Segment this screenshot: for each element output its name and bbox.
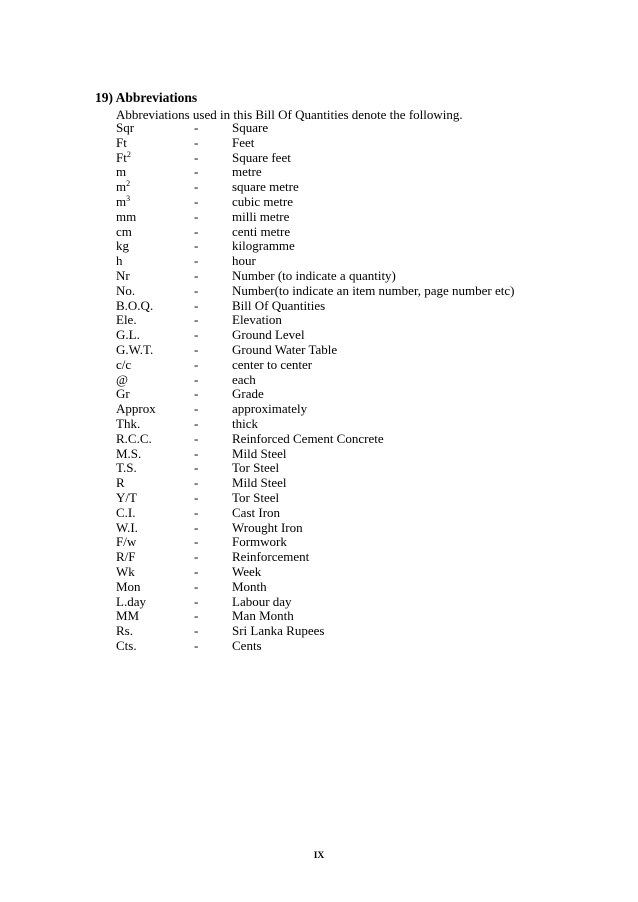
abbreviation-dash: -	[194, 593, 199, 609]
abbreviation-dash: -	[194, 637, 199, 653]
abbreviation-term	[116, 535, 136, 550]
section-heading: 19) Abbreviations	[95, 90, 198, 105]
abbreviation-meaning: Wrought Iron	[232, 519, 303, 535]
abbreviation-term-text: Approx	[116, 401, 156, 417]
abbreviation-term-text: @	[116, 371, 128, 387]
abbreviation-meaning: Cast Iron	[232, 504, 281, 520]
abbreviation-dash: -	[194, 386, 199, 402]
abbreviation-term-text: h	[116, 253, 123, 269]
abbreviation-meaning: Mild Steel	[232, 445, 287, 461]
list-item	[116, 210, 556, 225]
abbreviation-meaning: Feet	[232, 134, 255, 150]
abbreviation-term	[116, 358, 131, 373]
abbreviation-meaning: Reinforcement	[232, 549, 310, 565]
abbreviation-term	[116, 121, 134, 136]
abbreviation-term-text: T.S.	[116, 460, 137, 476]
abbreviation-dash: -	[194, 356, 199, 372]
abbreviation-dash: -	[194, 297, 199, 313]
abbreviation-term	[116, 506, 136, 521]
list-item	[116, 402, 556, 417]
abbreviation-meaning: hour	[232, 253, 256, 269]
list-item	[116, 284, 556, 299]
abbreviation-dash: -	[194, 179, 199, 195]
abbreviation-meaning: Tor Steel	[232, 489, 280, 505]
list-item	[116, 387, 556, 402]
abbreviation-superscript: 2	[126, 149, 131, 159]
abbreviation-term	[116, 343, 153, 358]
abbreviation-meaning: approximately	[232, 401, 308, 417]
abbreviation-meaning: Tor Steel	[232, 460, 280, 476]
abbreviation-term	[116, 195, 130, 210]
abbreviation-meaning: Labour day	[232, 593, 292, 609]
abbreviation-term	[116, 239, 129, 254]
abbreviation-meaning: Elevation	[232, 312, 282, 328]
abbreviation-meaning: Formwork	[232, 534, 287, 550]
list-item	[116, 535, 556, 550]
list-item	[116, 136, 556, 151]
abbreviation-dash: -	[194, 489, 199, 505]
abbreviation-term-text: mm	[116, 208, 137, 224]
abbreviation-dash: -	[194, 253, 199, 269]
abbreviation-term	[116, 136, 127, 151]
abbreviation-term-text: Ft	[116, 149, 127, 165]
abbreviation-dash: -	[194, 312, 199, 328]
abbreviation-meaning: Week	[232, 563, 262, 579]
list-item	[116, 521, 556, 536]
abbreviation-dash: -	[194, 164, 199, 180]
abbreviation-term-text: R	[116, 475, 125, 491]
abbreviation-term-text: Gr	[116, 386, 130, 402]
abbreviation-dash: -	[194, 519, 199, 535]
abbreviation-meaning: metre	[232, 164, 262, 180]
abbreviation-dash: -	[194, 223, 199, 239]
abbreviation-term-text: B.O.Q.	[116, 297, 154, 313]
abbreviation-term-text: cm	[116, 223, 132, 239]
abbreviation-dash: -	[194, 267, 199, 283]
abbreviation-dash: -	[194, 549, 199, 565]
abbreviation-term	[116, 491, 137, 506]
abbreviation-term-text: M.S.	[116, 445, 142, 461]
abbreviation-dash: -	[194, 282, 199, 298]
abbreviation-dash: -	[194, 578, 199, 594]
abbreviation-term-text: MM	[116, 608, 140, 624]
abbreviation-term-text: Sqr	[116, 120, 135, 135]
list-item	[116, 550, 556, 565]
abbreviation-term-text: F/w	[116, 534, 137, 550]
list-item	[116, 151, 556, 166]
abbreviation-term	[116, 580, 141, 595]
abbreviation-term-text: Y/T	[116, 489, 137, 505]
abbreviation-term-text: Nr	[116, 267, 130, 283]
abbreviation-term-text: L.day	[116, 593, 146, 609]
abbreviation-dash: -	[194, 475, 199, 491]
abbreviation-term-text: G.L.	[116, 327, 140, 343]
abbreviation-dash: -	[194, 534, 199, 550]
abbreviation-term-text: m	[116, 164, 127, 180]
list-item	[116, 358, 556, 373]
abbreviation-term-text: R/F	[116, 549, 136, 565]
abbreviation-dash: -	[194, 608, 199, 624]
list-item	[116, 447, 556, 462]
abbreviation-dash: -	[194, 134, 199, 150]
abbreviation-term	[116, 165, 126, 180]
list-item	[116, 624, 556, 639]
abbreviation-term-text: C.I.	[116, 504, 136, 520]
list-item	[116, 121, 556, 136]
abbreviation-term-text: Mon	[116, 578, 141, 594]
abbreviation-term-text: Thk.	[116, 415, 141, 431]
abbreviation-dash: -	[194, 445, 199, 461]
abbreviation-meaning: Man Month	[232, 608, 294, 624]
abbreviation-term-text: W.I.	[116, 519, 138, 535]
abbreviation-meaning: Mild Steel	[232, 475, 287, 491]
list-item	[116, 565, 556, 580]
list-item	[116, 269, 556, 284]
abbreviation-term	[116, 461, 137, 476]
abbreviation-term	[116, 521, 138, 536]
abbreviation-term	[116, 447, 141, 462]
abbreviation-dash: -	[194, 327, 199, 343]
abbreviation-meaning: Reinforced Cement Concrete	[232, 430, 384, 446]
list-item	[116, 609, 556, 624]
list-item	[116, 432, 556, 447]
abbreviation-term	[116, 299, 153, 314]
abbreviation-term-text: R.C.C.	[116, 430, 152, 446]
abbreviation-meaning: center to center	[232, 356, 313, 372]
list-item	[116, 417, 556, 432]
list-item	[116, 580, 556, 595]
abbreviation-term	[116, 595, 146, 610]
abbreviation-dash: -	[194, 460, 199, 476]
abbreviation-dash: -	[194, 401, 199, 417]
abbreviation-dash: -	[194, 120, 199, 135]
list-item	[116, 491, 556, 506]
abbreviation-meaning: Square feet	[232, 149, 291, 165]
abbreviation-dash: -	[194, 415, 199, 431]
abbreviation-term	[116, 565, 135, 580]
abbreviation-term-text: Cts.	[116, 637, 137, 653]
list-item	[116, 506, 556, 521]
abbreviation-term	[116, 254, 123, 269]
abbreviation-meaning: Ground Water Table	[232, 341, 338, 357]
abbreviation-meaning: square metre	[232, 179, 299, 195]
abbreviation-dash: -	[194, 504, 199, 520]
list-item	[116, 461, 556, 476]
list-item	[116, 313, 556, 328]
abbreviation-term	[116, 476, 125, 491]
abbreviation-dash: -	[194, 238, 199, 254]
abbreviation-meaning: centi metre	[232, 223, 291, 239]
abbreviation-term-text: m	[116, 193, 127, 209]
abbreviation-dash: -	[194, 371, 199, 387]
abbreviation-term	[116, 180, 130, 195]
abbreviation-term	[116, 373, 128, 388]
abbreviation-superscript: 3	[126, 193, 131, 203]
list-item	[116, 373, 556, 388]
abbreviation-dash: -	[194, 341, 199, 357]
section-intro: Abbreviations used in this Bill Of Quantities denote the following.	[116, 107, 463, 122]
abbreviation-term	[116, 328, 140, 343]
abbreviation-term	[116, 417, 140, 432]
abbreviation-meaning: each	[232, 371, 256, 387]
abbreviation-meaning: Number (to indicate a quantity)	[232, 267, 396, 283]
abbreviation-superscript: 2	[126, 179, 131, 189]
abbreviation-meaning: Number(to indicate an item number, page number etc)	[232, 282, 515, 298]
abbreviation-dash: -	[194, 430, 199, 446]
abbreviation-term	[116, 387, 130, 402]
list-item	[116, 254, 556, 269]
abbreviation-meaning: milli metre	[232, 208, 290, 224]
list-item	[116, 165, 556, 180]
page-number: IX	[313, 851, 325, 861]
abbreviation-term	[116, 639, 137, 654]
abbreviation-list	[116, 121, 556, 654]
abbreviation-meaning: Ground Level	[232, 327, 305, 343]
list-item	[116, 639, 556, 654]
abbreviation-term-text: m	[116, 179, 127, 195]
abbreviation-meaning: Grade	[232, 386, 264, 402]
list-item	[116, 328, 556, 343]
list-item	[116, 195, 556, 210]
abbreviation-dash: -	[194, 623, 199, 639]
abbreviation-meaning: kilogramme	[232, 238, 295, 254]
abbreviation-term-text: Wk	[116, 563, 135, 579]
abbreviation-meaning: cubic metre	[232, 193, 293, 209]
abbreviation-dash: -	[194, 563, 199, 579]
list-item	[116, 180, 556, 195]
list-item	[116, 225, 556, 240]
list-item	[116, 595, 556, 610]
abbreviation-dash: -	[194, 193, 199, 209]
abbreviation-term	[116, 151, 131, 166]
abbreviation-term-text: Rs.	[116, 623, 133, 639]
abbreviation-term	[116, 210, 136, 225]
list-item	[116, 299, 556, 314]
abbreviation-term	[116, 284, 135, 299]
abbreviation-term	[116, 402, 156, 417]
abbreviation-term	[116, 432, 152, 447]
abbreviation-dash: -	[194, 149, 199, 165]
abbreviation-term	[116, 624, 133, 639]
abbreviation-term-text: Ele.	[116, 312, 137, 328]
list-item	[116, 476, 556, 491]
abbreviation-meaning: thick	[232, 415, 258, 431]
abbreviation-term	[116, 609, 139, 624]
abbreviation-meaning: Square	[232, 120, 269, 135]
abbreviation-meaning: Cents	[232, 637, 262, 653]
abbreviation-term-text: Ft	[116, 134, 127, 150]
abbreviation-term-text: c/c	[116, 356, 132, 372]
abbreviation-meaning: Bill Of Quantities	[232, 297, 326, 313]
abbreviation-term	[116, 225, 132, 240]
abbreviation-term-text: kg	[116, 238, 129, 254]
abbreviation-term	[116, 313, 137, 328]
list-item	[116, 343, 556, 358]
abbreviation-term	[116, 269, 130, 284]
abbreviation-meaning: Month	[232, 578, 267, 594]
abbreviation-term	[116, 550, 136, 565]
abbreviation-term-text: G.W.T.	[116, 341, 154, 357]
list-item	[116, 239, 556, 254]
abbreviation-meaning: Sri Lanka Rupees	[232, 623, 325, 639]
abbreviation-dash: -	[194, 208, 199, 224]
abbreviation-term-text: No.	[116, 282, 136, 298]
